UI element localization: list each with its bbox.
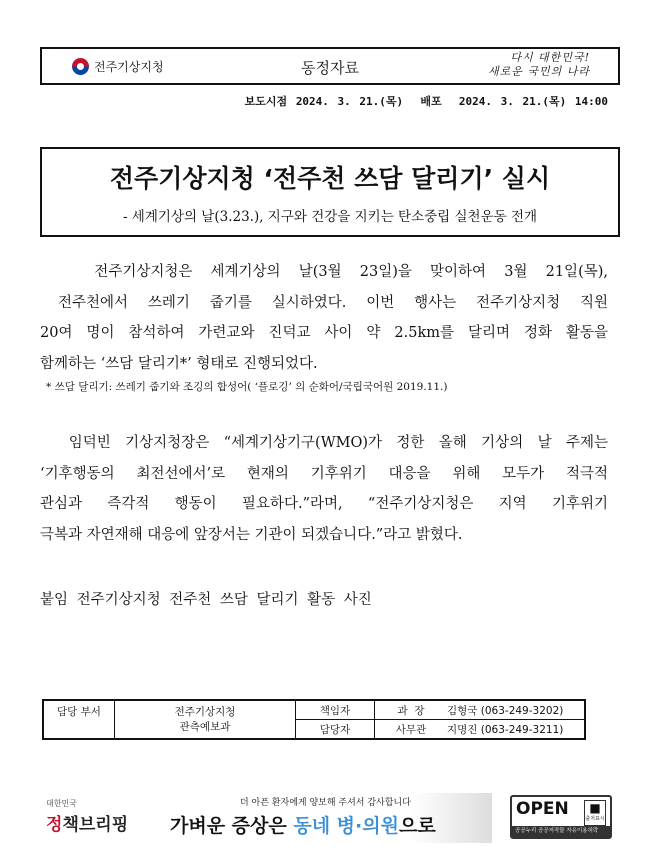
dept-label: 담당 부서 <box>43 700 115 739</box>
slogan <box>488 51 590 79</box>
dept-line: 관측예보과 <box>179 720 231 733</box>
brand-a: 정 <box>46 815 63 835</box>
footer <box>0 790 660 850</box>
report-label: 보도시점 <box>244 95 288 108</box>
paragraph-2 <box>40 428 608 550</box>
attribution-icon: ■ 출처표시 <box>584 800 606 826</box>
dept-name <box>115 700 296 739</box>
attribution-label: 출처표시 <box>585 816 605 822</box>
ad-banner[interactable] <box>170 793 492 843</box>
text-line: 전주천에서 쓰레기 줍기를 실시하였다. 이번 행사는 전주기상지청 직원 <box>58 294 608 311</box>
slogan-line: 다시 대한민국! <box>510 51 590 64</box>
org-name: 전주기상지청 <box>94 60 164 74</box>
banner-part: 가벼운 증상은 <box>170 815 294 837</box>
text-line: ‘기후행동의 최전선에서’로 현재의 기후위기 대응을 위해 모두가 적극적 <box>40 465 608 482</box>
text-line: 임덕빈 기상지청장은 “세계기상기구(WMO)가 정한 올해 기상의 날 주제는 <box>40 435 608 451</box>
dist-label: 배포 <box>420 95 442 108</box>
brand-small: 대한민국 <box>46 799 77 808</box>
slogan-line: 새로운 국민의 나라 <box>487 65 590 78</box>
person-cell: 지명진 (063-249-3211) <box>447 720 585 740</box>
text-line: 극복과 자연재해 대응에 앞장서는 기관이 되겠습니다.”라고 밝혔다. <box>40 526 463 543</box>
text-line: 함께하는 ‘쓰담 달리기*’ 형태로 진행되었다. <box>40 355 318 372</box>
title-box <box>40 147 620 237</box>
release-dates <box>245 93 608 109</box>
contact-table <box>42 699 586 740</box>
header-box <box>40 47 620 85</box>
open-label: OPEN <box>516 799 569 819</box>
page-title: 전주기상지청 ‘전주천 쓰담 달리기’ 실시 <box>109 164 551 193</box>
banner-subtext: 더 아픈 환자에게 양보해 주셔서 감사합니다 <box>240 798 411 808</box>
banner-headline <box>170 811 436 838</box>
title-cell: 사무관 <box>375 720 448 740</box>
report-date: 2024. 3. 21.(목) <box>295 95 404 108</box>
person-cell: 김형국 (063-249-3202) <box>447 700 585 720</box>
banner-part: 으로 <box>398 815 436 837</box>
dist-date: 2024. 3. 21.(목) 14:00 <box>458 95 608 108</box>
policy-briefing-logo[interactable] <box>46 798 128 835</box>
paragraph-1 <box>40 257 608 379</box>
kogl-open-badge <box>510 795 612 839</box>
title-cell: 과 장 <box>375 700 448 720</box>
brand-b: 책브리핑 <box>62 815 129 835</box>
banner-highlight: 동네 병·의원 <box>293 815 399 837</box>
footnote: * 쓰담 달리기: 쓰레기 줍기와 조깅의 합성어( ‘플로깅’ 의 순화어/국립국어원 2019.11.) <box>46 381 448 393</box>
text-line: 관심과 즉각적 행동이 필요하다.”라며, “전주기상지청은 지역 기후위기 <box>40 496 608 512</box>
attachment-note: 붙임 전주기상지청 전주천 쓰담 달리기 활동 사진 <box>40 592 372 608</box>
subtitle: - 세계기상의 날(3.23.), 지구와 건강을 지키는 탄소중립 실천운동 전개 <box>122 209 538 225</box>
kogl-bar: 공공누리 공공저작물 자유이용허락 <box>512 826 610 837</box>
doc-type: 동정자료 <box>301 59 359 77</box>
role-cell: 책임자 <box>296 700 375 720</box>
role-cell: 담당자 <box>296 720 375 740</box>
text-line: 20여 명이 참석하여 가련교와 진덕교 사이 약 2.5km를 달리며 정화 활동을 <box>40 325 608 341</box>
text-line: 전주기상지청은 세계기상의 날(3월 23일)을 맞이하여 3월 21일(목), <box>58 264 608 280</box>
dept-line: 전주기상지청 <box>174 705 236 718</box>
